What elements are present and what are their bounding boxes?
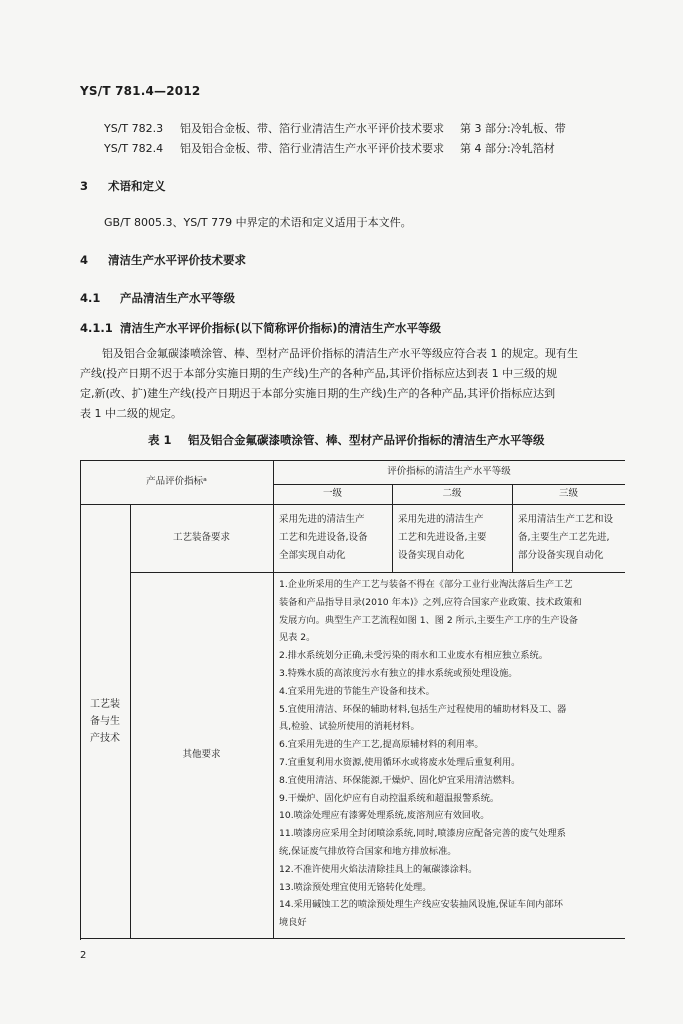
page-number: 2 xyxy=(80,950,87,961)
section-title: 产品清洁生产水平等级 xyxy=(120,291,235,305)
section-title: 清洁生产水平评价技术要求 xyxy=(108,253,246,267)
requirement-line: 2.排水系统划分正确,未受污染的雨水和工业废水有相应独立系统。 xyxy=(279,650,548,662)
row-other-name: 其他要求 xyxy=(182,749,221,760)
cell-line: 全部实现自动化 xyxy=(279,550,346,561)
requirement-line: 6.宜采用先进的生产工艺,提高原辅材料的利用率。 xyxy=(279,739,484,751)
section-number: 4 xyxy=(80,253,89,267)
reference-title: 铝及铝合金板、带、箔行业清洁生产水平评价技术要求 xyxy=(180,142,444,155)
requirement-line: 5.宜使用清洁、环保的辅助材料,包括生产过程使用的辅助材料及工、器 xyxy=(279,703,567,715)
section-number: 4.1 xyxy=(80,291,101,305)
row-equipment-level-2 xyxy=(392,508,512,572)
header-level-1: 一级 xyxy=(322,488,342,499)
reference-code: YS/T 782.4 xyxy=(104,142,164,155)
requirement-line: 1.企业所采用的生产工艺与装备不得在《部分工业行业淘汰落后生产工艺 xyxy=(279,579,573,590)
requirement-line: 10.喷涂处理应有漆雾处理系统,废溶剂应有效回收。 xyxy=(279,810,490,822)
header-level-2: 二级 xyxy=(442,488,462,499)
cell-line: 采用清洁生产工艺和设 xyxy=(518,514,614,525)
cell-line: 工艺和先进设备,设备 xyxy=(279,532,368,543)
requirement-line: 见表 2。 xyxy=(279,632,316,644)
header-level-3: 三级 xyxy=(558,488,578,499)
requirement-line: 8.宜使用清洁、环保能源,干燥炉、固化炉宜采用清洁燃料。 xyxy=(279,774,521,786)
section-4-1-1-paragraph xyxy=(80,344,625,424)
requirement-line: 4.宜采用先进的节能生产设备和技术。 xyxy=(279,685,435,697)
section-4-1-1-heading xyxy=(80,320,441,336)
section-title: 术语和定义 xyxy=(108,179,166,193)
evaluation-table xyxy=(80,460,625,940)
cell-line: 工艺和先进设备,主要 xyxy=(398,532,487,543)
requirement-line: 9.干燥炉、固化炉应有自动控温系统和超温报警系统。 xyxy=(279,792,500,804)
section-4-1-heading xyxy=(80,290,235,306)
reference-part: 第 4 部分:冷轧箔材 xyxy=(460,142,555,155)
reference-part: 第 3 部分:冷轧板、带 xyxy=(460,122,566,135)
section-4-heading xyxy=(80,252,246,268)
cell-line: 设备实现自动化 xyxy=(398,550,465,561)
section-number: 4.1.1 xyxy=(80,321,113,335)
requirement-line: 7.宜重复利用水资源,使用循环水或将废水处理后重复利用。 xyxy=(279,756,521,768)
requirement-line: 12.不准许使用火焰法清除挂具上的氟碳漆涂料。 xyxy=(279,863,478,875)
paragraph-line: 铝及铝合金氟碳漆喷涂管、棒、型材产品评价指标的清洁生产水平等级应符合表 1 的规定。现有生 xyxy=(102,347,578,360)
paragraph-line: 表 1 中二级的规定。 xyxy=(80,407,182,420)
requirement-line: 境良好 xyxy=(279,917,307,929)
requirement-line: 13.喷涂预处理宜使用无铬转化处理。 xyxy=(279,881,432,893)
section-3-body: GB/T 8005.3、YS/T 779 中界定的术语和定义适用于本文件。 xyxy=(104,216,412,229)
requirement-line: 14.采用碱蚀工艺的喷涂预处理生产线应安装抽风设施,保证车间内部环 xyxy=(279,899,563,911)
table-caption xyxy=(148,432,545,448)
requirement-line: 发展方向。典型生产工艺流程如图 1、图 2 所示,主要生产工序的生产设备 xyxy=(279,614,578,626)
standard-header: YS/T 781.4—2012 xyxy=(80,84,201,98)
requirement-line: 11.喷漆房应采用全封闭喷涂系统,同时,喷漆房应配备完善的废气处理系 xyxy=(279,828,566,840)
section-number: 3 xyxy=(80,179,89,193)
category-line: 产技术 xyxy=(90,733,120,744)
requirement-line: 统,保证废气排放符合国家和地方排放标准。 xyxy=(279,845,457,857)
requirement-line: 3.特殊水质的高浓度污水有独立的排水系统或预处理设施。 xyxy=(279,667,518,679)
cell-line: 备,主要生产工艺先进, xyxy=(518,532,610,543)
category-line: 备与生 xyxy=(90,716,120,727)
requirement-line: 具,检验、试验所使用的消耗材料。 xyxy=(279,721,420,733)
paragraph-line: 产线(投产日期不迟于本部分实施日期的生产线)生产的各种产品,其评价指标应达到表 1 中三级的规 xyxy=(80,367,558,380)
header-indicator: 产品评价指标ᵃ xyxy=(146,476,207,487)
cell-line: 采用先进的清洁生产 xyxy=(398,514,484,525)
category-cell xyxy=(80,504,130,939)
table-caption-title: 铝及铝合金氟碳漆喷涂管、棒、型材产品评价指标的清洁生产水平等级 xyxy=(188,433,545,447)
table-caption-label: 表 1 xyxy=(148,433,172,447)
reference-item xyxy=(104,120,566,136)
reference-code: YS/T 782.3 xyxy=(104,122,164,135)
reference-title: 铝及铝合金板、带、箔行业清洁生产水平评价技术要求 xyxy=(180,122,444,135)
cell-line: 部分设备实现自动化 xyxy=(518,550,604,561)
category-line: 工艺装 xyxy=(90,699,120,710)
section-3-heading xyxy=(80,178,166,194)
section-title: 清洁生产水平评价指标(以下简称评价指标)的清洁生产水平等级 xyxy=(120,321,442,335)
cell-line: 采用先进的清洁生产 xyxy=(279,514,365,525)
row-equipment-level-3 xyxy=(512,508,625,572)
row-equipment-level-1 xyxy=(273,508,392,572)
paragraph-line: 定,新(改、扩)建生产线(投产日期迟于本部分实施日期的生产线)生产的各种产品,其评价指标应达到 xyxy=(80,387,556,400)
row-equipment-name: 工艺装备要求 xyxy=(172,532,230,543)
reference-item xyxy=(104,140,555,156)
header-levels: 评价指标的清洁生产水平等级 xyxy=(387,466,511,477)
table-border-bottom xyxy=(80,938,625,939)
row-other-requirements xyxy=(273,576,625,932)
requirement-line: 装备和产品指导目录(2010 年本)》之列,应符合国家产业政策、技术政策和 xyxy=(279,596,582,608)
